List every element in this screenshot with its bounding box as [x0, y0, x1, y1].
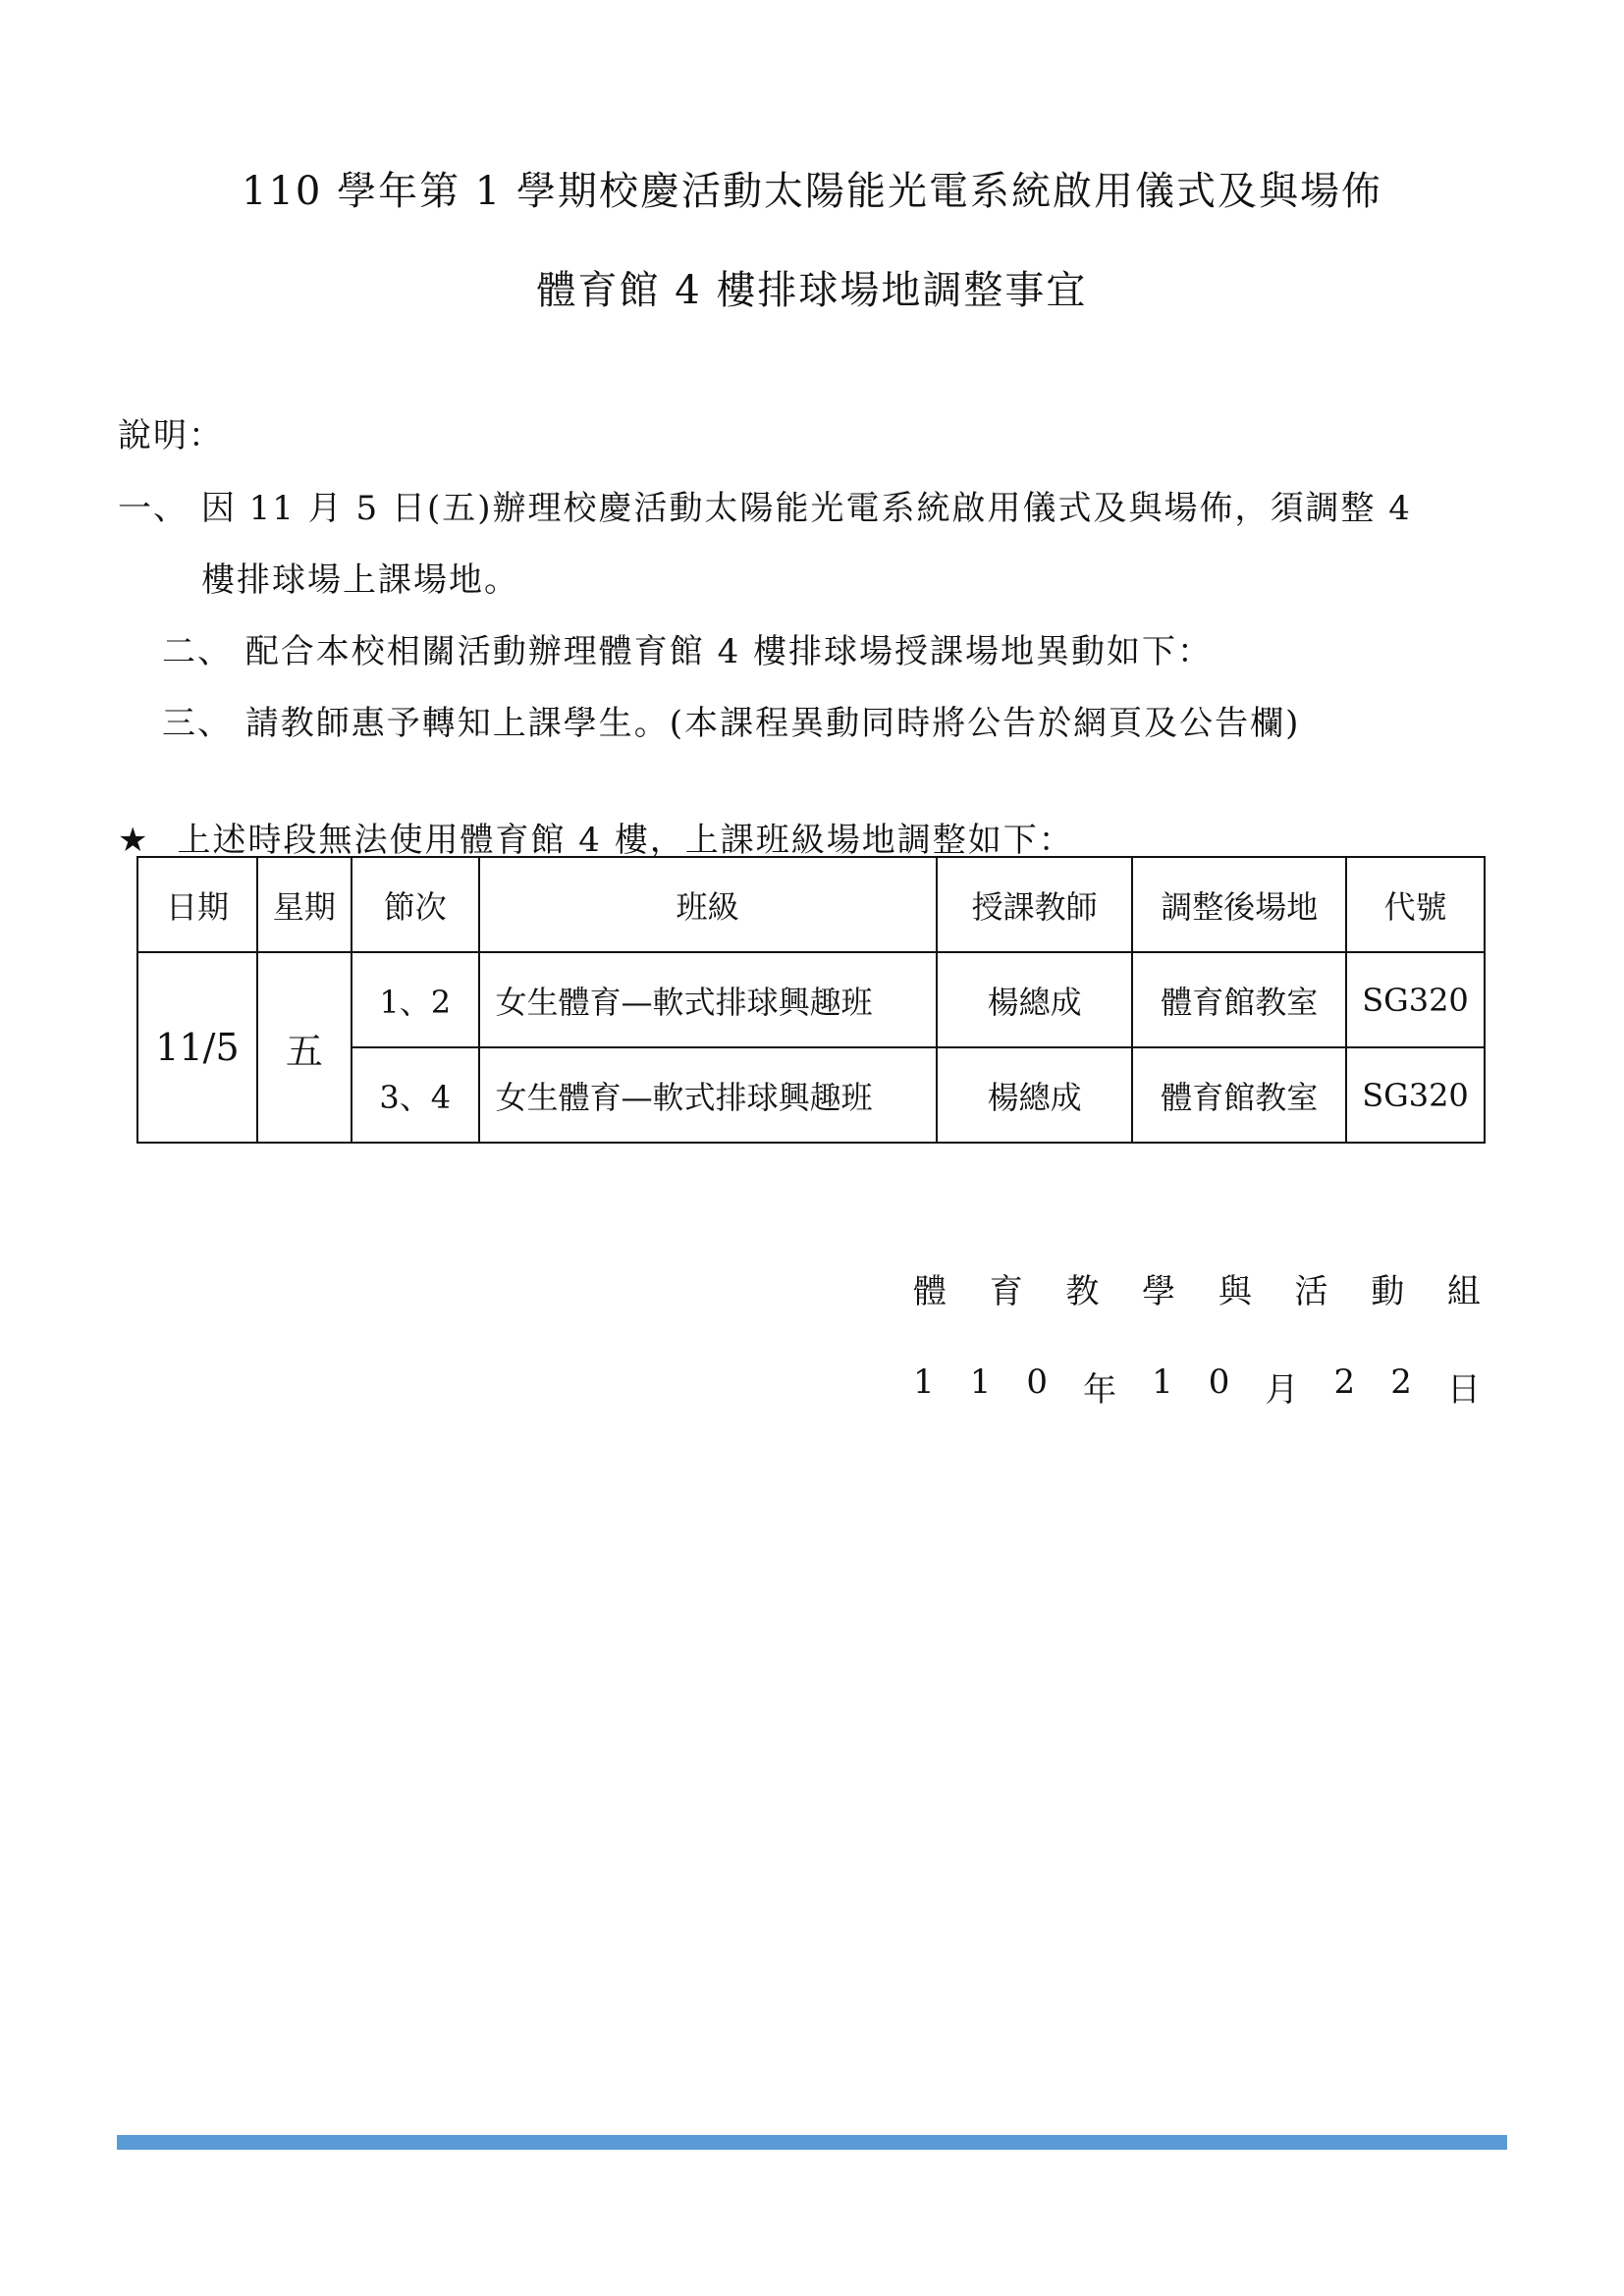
- signature-org-char: 活: [1294, 1272, 1328, 1311]
- header-class: 班級: [479, 857, 937, 952]
- cell-period: 3、4: [352, 1047, 479, 1143]
- cell-teacher: 楊總成: [937, 1047, 1133, 1143]
- signature-date-char: 2: [1333, 1362, 1356, 1402]
- cell-date: 11/5: [137, 952, 257, 1143]
- cell-class: 女生體育—軟式排球興趣班: [479, 952, 937, 1047]
- intro-item-1-number: 一、: [118, 489, 189, 528]
- table-header-row: [137, 857, 1485, 952]
- header-weekday: 星期: [257, 857, 352, 952]
- table-row: [137, 952, 1485, 1047]
- cell-period: 1、2: [352, 952, 479, 1047]
- cell-class: 女生體育—軟式排球興趣班: [479, 1047, 937, 1143]
- signature-org-char: 動: [1371, 1272, 1405, 1311]
- intro-item-3: [162, 696, 1300, 744]
- intro-item-2: [162, 624, 1213, 672]
- cell-weekday: 五: [257, 952, 352, 1143]
- cell-teacher: 楊總成: [937, 952, 1133, 1047]
- signature-date-char: 1: [913, 1362, 935, 1402]
- cell-venue: 體育館教室: [1132, 952, 1346, 1047]
- star-icon: ★: [118, 821, 150, 860]
- signature-date: [913, 1362, 1481, 1411]
- signature-date-char: 月: [1265, 1370, 1299, 1410]
- signature-org-char: 組: [1446, 1272, 1481, 1311]
- signature-org-char: 育: [989, 1272, 1023, 1311]
- intro-item-2-number: 二、: [162, 632, 233, 671]
- intro-label: 說明：: [118, 416, 224, 455]
- signature-date-char: 年: [1083, 1370, 1117, 1410]
- intro-item-2-text: 配合本校相關活動辦理體育館 4 樓排球場授課場地異動如下：: [244, 632, 1214, 671]
- footer-divider: [117, 2135, 1507, 2150]
- page-subtitle: 體育館 4 樓排球場地調整事宜: [536, 268, 1088, 313]
- header-teacher: 授課教師: [937, 857, 1133, 952]
- page-title: 110 學年第 1 學期校慶活動太陽能光電系統啟用儀式及與場佈: [242, 169, 1382, 214]
- signature-org-char: 與: [1218, 1272, 1252, 1311]
- cell-code: SG320: [1346, 952, 1485, 1047]
- signature-org-char: 學: [1142, 1272, 1176, 1311]
- header-code: 代號: [1346, 857, 1485, 952]
- schedule-note-text: 上述時段無法使用體育館 4 樓，上課班級場地調整如下：: [177, 821, 1074, 860]
- schedule-note: [118, 813, 1074, 861]
- cell-code: SG320: [1346, 1047, 1485, 1143]
- signature-date-char: 0: [1026, 1362, 1049, 1402]
- signature-date-char: 1: [969, 1362, 992, 1402]
- signature-org-char: 體: [913, 1272, 947, 1311]
- header-date: 日期: [137, 857, 257, 952]
- intro-item-1-text: 因 11 月 5 日(五)辦理校慶活動太陽能光電系統啟用儀式及與場佈，須調整 4: [200, 489, 1412, 528]
- schedule-table: [136, 856, 1486, 1144]
- intro-item-3-number: 三、: [162, 704, 233, 743]
- intro-item-1: [118, 481, 1412, 529]
- signature-date-char: 0: [1208, 1362, 1230, 1402]
- signature-organization: [913, 1264, 1481, 1312]
- intro-item-3-text: 請教師惠予轉知上課學生。(本課程異動同時將公告於網頁及公告欄): [244, 704, 1301, 743]
- signature-date-char: 1: [1152, 1362, 1173, 1402]
- header-venue: 調整後場地: [1132, 857, 1346, 952]
- signature-date-char: 2: [1390, 1362, 1412, 1402]
- cell-venue: 體育館教室: [1132, 1047, 1346, 1143]
- signature-org-char: 教: [1065, 1272, 1100, 1311]
- intro-item-1-continued: 樓排球場上課場地。: [201, 561, 519, 600]
- header-period: 節次: [352, 857, 479, 952]
- signature-date-char: 日: [1446, 1370, 1481, 1410]
